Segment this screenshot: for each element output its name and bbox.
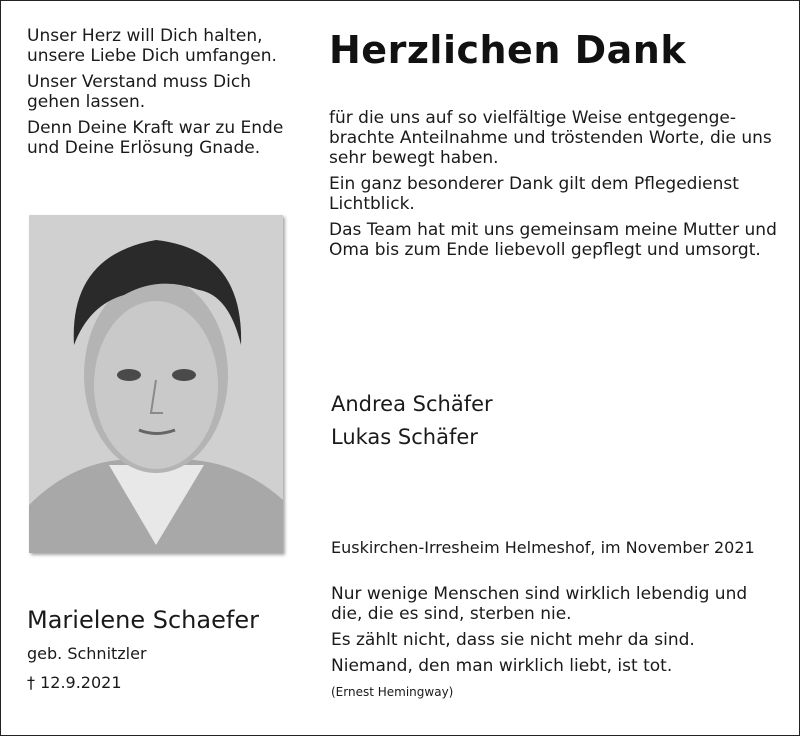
thanks-paragraph: für die uns auf so vielfältige Weise entgegenge-brachte Anteilnahme und tröstenden Worte, die uns sehr bewegt haben. [329, 108, 772, 168]
quote-author: (Ernest Hemingway) [331, 685, 454, 699]
quote [331, 584, 781, 702]
place-date: Euskirchen-Irresheim Helmeshof, im November 2021 [331, 538, 755, 557]
signers [331, 388, 493, 454]
maiden-name: geb. Schnitzler [27, 644, 147, 663]
signer-name: Andrea Schäfer [331, 392, 493, 416]
thanks-text [329, 108, 779, 266]
portrait-photo [29, 215, 283, 553]
deceased-name: Marielene Schaefer [27, 606, 259, 634]
thanks-paragraph: Das Team hat mit uns gemeinsam meine Mutter und Oma bis zum Ende liebevoll gepflegt und umsorgt. [329, 220, 777, 260]
thanks-paragraph: Ein ganz besonderer Dank gilt dem Pflegedienst Lichtblick. [329, 174, 739, 214]
notice-title: Herzlichen Dank [329, 28, 687, 72]
death-date: † 12.9.2021 [27, 673, 122, 692]
poem-verse [27, 26, 307, 164]
poem-line: Unser Herz will Dich halten, unsere Liebe Dich umfangen. [27, 26, 277, 66]
signer-name: Lukas Schäfer [331, 425, 478, 449]
quote-line: Es zählt nicht, dass sie nicht mehr da sind. [331, 630, 695, 650]
poem-line: Unser Verstand muss Dich gehen lassen. [27, 72, 251, 112]
poem-line: Denn Deine Kraft war zu Ende und Deine Erlösung Gnade. [27, 118, 284, 158]
quote-line: Niemand, den man wirklich liebt, ist tot. [331, 656, 673, 676]
quote-line: Nur wenige Menschen sind wirklich lebendig und die, die es sind, sterben nie. [331, 584, 748, 624]
